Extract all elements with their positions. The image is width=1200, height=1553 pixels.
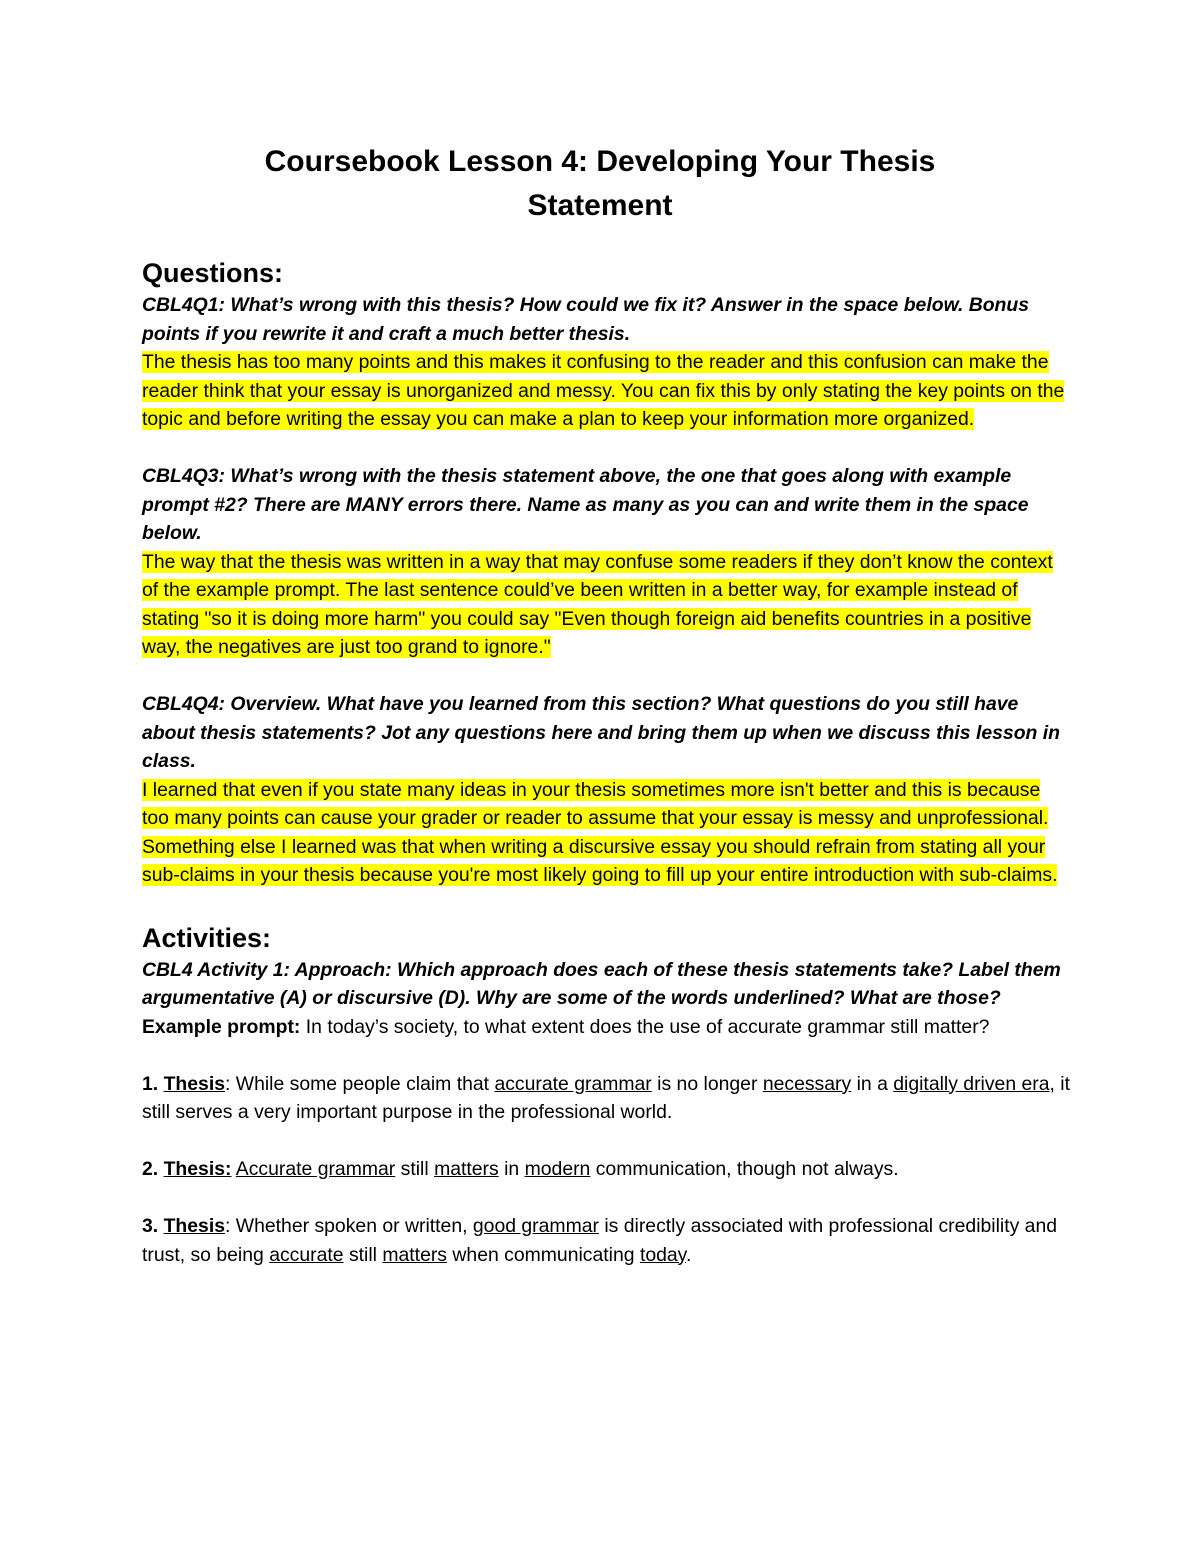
title-line-2: Statement [527,189,673,222]
thesis-text: , it still serves a very important purpose in the professional world. [142,1072,1071,1123]
thesis-text: is directly associated with professional credibility and trust, so being [142,1215,1058,1266]
document-body [142,255,1072,1269]
thesis-label: Thesis [163,1215,225,1237]
thesis-1 [142,1070,1072,1127]
thesis-number: 1. [142,1072,164,1095]
questions-heading: Questions: [142,258,284,288]
thesis-text: . [685,1243,692,1266]
underlined-word: necessary [762,1072,852,1095]
answer-cbl4q4 [142,776,1072,890]
thesis-number: 3. [142,1215,164,1237]
underlined-word: today [639,1243,686,1266]
underlined-word: accurate [269,1243,344,1266]
question-cbl4q1: CBL4Q1: What’s wrong with this thesis? How could we fix it? Answer in the space below. Bonus points if you rewrite it and craft a much better thesis. [142,294,1030,345]
thesis-text: is no longer [651,1072,763,1095]
page-title [0,140,1200,228]
thesis-3 [142,1212,1072,1269]
example-prompt [142,1013,1072,1042]
thesis-text: : Whether spoken or written, [225,1215,473,1237]
thesis-label: Thesis: [163,1158,232,1180]
answer-cbl4q3 [142,548,1072,662]
example-prompt-text: In today’s society, to what extent does the use of accurate grammar still matter? [300,1015,990,1038]
title-line-1: Coursebook Lesson 4: Developing Your Thesis [264,145,936,178]
activities-heading: Activities: [142,922,272,953]
spacer [142,1184,1072,1213]
spacer [142,1041,1072,1070]
answer-text: The thesis has too many points and this makes it confusing to the reader and this confusion can make the reader think that your essay is unorganized and messy. You can fix this by only stating the key points on the topic and before writing the essay you can make a plan to keep your information more organized. [142,351,1065,430]
underlined-word: modern [524,1158,591,1180]
thesis-text: still [395,1158,435,1180]
underlined-word: good grammar [472,1215,599,1237]
spacer [142,890,1072,920]
thesis-text: communication, though not always. [590,1158,899,1180]
activity-1-prompt: CBL4 Activity 1: Approach: Which approach does each of these thesis statements take? Label them argumentative (A) or discursive (D). Why are some of the words underlined? What are those? [142,958,1061,1009]
thesis-2 [142,1155,1072,1184]
thesis-label: Thesis [163,1072,225,1095]
spacer [142,434,1072,463]
answer-cbl4q1 [142,348,1072,434]
thesis-number: 2. [142,1158,164,1180]
underlined-word: matters [434,1158,499,1180]
thesis-text: in a [851,1072,894,1095]
spacer [142,662,1072,691]
example-prompt-label: Example prompt: [142,1015,301,1038]
underlined-word: digitally driven era [893,1072,1050,1095]
underlined-word: matters [382,1243,448,1266]
thesis-text: still [343,1243,383,1266]
underlined-word: accurate grammar [494,1072,652,1095]
question-cbl4q4: CBL4Q4: Overview. What have you learned from this section? What questions do you still have about thesis statements? Jot any questions here and bring them up when we discuss this lesson in class. [142,693,1060,772]
answer-text: The way that the thesis was written in a way that may confuse some readers if they don’t know the context of the example prompt. The last sentence could’ve been written in a better way, for example instead of stating "so it is doing more harm" you could say "Even though foreign aid benefits countries in a positive way, the negatives are just too grand to ignore." [142,550,1053,658]
question-cbl4q3: CBL4Q3: What’s wrong with the thesis statement above, the one that goes along with example prompt #2? There are MANY errors there. Name as many as you can and write them in the space below. [142,465,1029,544]
answer-text: I learned that even if you state many ideas in your thesis sometimes more isn't better and this is because too many points can cause your grader or reader to assume that your essay is messy and unprofessional. Something else I learned was that when writing a discursive essay you should refrain from stating all your sub-claims in your thesis because you're most likely going to fill up your entire introduction with sub-claims. [142,778,1058,886]
underlined-word: Accurate grammar [235,1158,396,1180]
spacer [142,1127,1072,1156]
thesis-text: when communicating [447,1243,640,1266]
thesis-text: in [498,1158,525,1180]
thesis-text: : While some people claim that [225,1072,495,1095]
